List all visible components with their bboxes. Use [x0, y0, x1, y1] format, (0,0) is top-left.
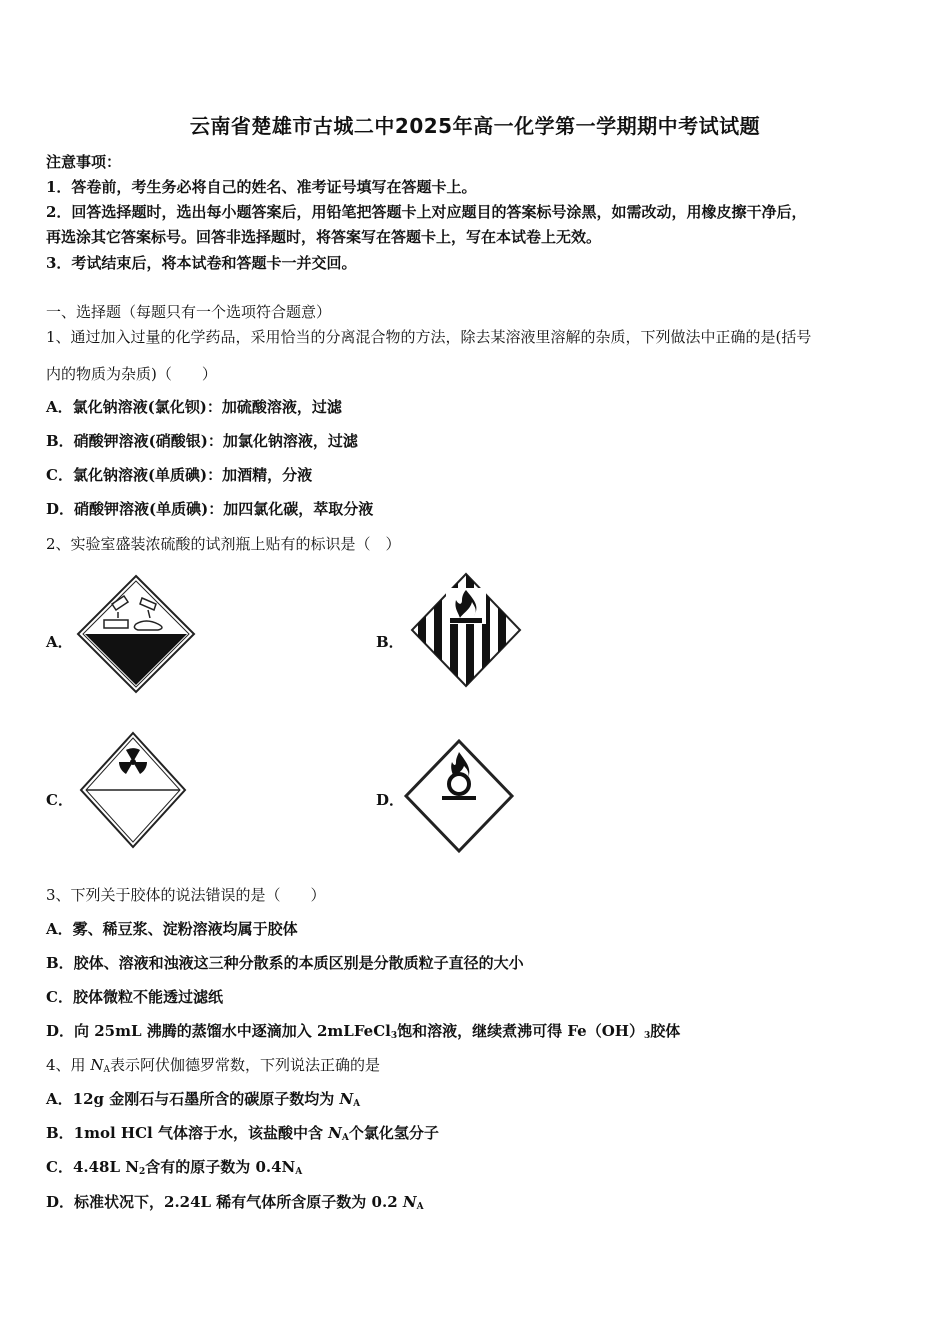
q4-stem: [46, 1055, 380, 1080]
q3-stem: 3、下列关于胶体的说法错误的是（ ）: [46, 886, 326, 904]
q1-option-c: C．氯化钠溶液(单质碘)：加酒精，分液: [46, 466, 313, 484]
q3-option-b: B．胶体、溶液和浊液这三种分散系的本质区别是分散质粒子直径的大小: [46, 954, 524, 972]
corrosive-icon: [76, 574, 196, 694]
q1-stem-cont: 内的物质为杂质)（ ）: [46, 365, 217, 383]
q2-label-c: C．: [46, 791, 73, 809]
page-title: 云南省楚雄市古城二中2025年高一化学第一学期期中考试试题: [189, 114, 761, 138]
q3-option-d-suffix: 胶体: [650, 1022, 681, 1040]
q4-stem-prefix: 4、用: [46, 1056, 91, 1074]
q1-option-b: B．硝酸钾溶液(硝酸银)：加氯化钠溶液，过滤: [46, 432, 358, 450]
q3-option-a: A．雾、稀豆浆、淀粉溶液均属于胶体: [46, 920, 298, 938]
q4-option-d: [46, 1192, 424, 1217]
notice-item: 3．考试结束后，将本试卷和答题卡一并交回。: [46, 254, 357, 272]
subscript: A: [295, 1167, 303, 1177]
subscript: 3: [390, 1031, 398, 1041]
q4-option-d-text: D．标准状况下，2.24L 稀有气体所含原子数为 0.2: [46, 1193, 403, 1211]
q4-option-b-suffix: 个氯化氢分子: [348, 1124, 439, 1142]
flammable-solid-icon: [408, 570, 524, 690]
subscript: A: [416, 1202, 424, 1212]
q3-option-d-middle: 饱和溶液，继续煮沸可得 Fe（OH）: [397, 1022, 644, 1040]
subscript: A: [341, 1133, 349, 1143]
q3-option-c: C．胶体微粒不能透过滤纸: [46, 988, 223, 1006]
q1-stem: 1、通过加入过量的化学药品，采用恰当的分离混合物的方法，除去某溶液里溶解的杂质，下列做法中正确的是(括号: [46, 328, 812, 346]
subscript: A: [353, 1099, 361, 1109]
subscript: 3: [643, 1031, 651, 1041]
q4-option-a-text: A．12g 金刚石与石墨所含的碳原子数均为: [46, 1090, 340, 1108]
section-title: 一、选择题（每题只有一个选项符合题意）: [46, 303, 332, 321]
q4-option-c: [46, 1157, 302, 1182]
avogadro-symbol: N: [402, 1193, 417, 1211]
q2-label-a: A．: [46, 633, 73, 651]
subscript: A: [103, 1065, 110, 1075]
q1-option-d: D．硝酸钾溶液(单质碘)：加四氯化碳，萃取分液: [46, 500, 374, 518]
q4-option-b-prefix: B．1mol HCl 气体溶于水，该盐酸中含: [46, 1124, 329, 1142]
q2-label-d: D．: [376, 791, 405, 809]
notice-heading: 注意事项：: [46, 153, 122, 171]
avogadro-symbol: N: [328, 1124, 342, 1142]
q3-option-d: [46, 1021, 680, 1046]
q1-option-a: A．氯化钠溶液(氯化钡)：加硫酸溶液，过滤: [46, 398, 342, 416]
notice-item: 2．回答选择题时，选出每小题答案后，用铅笔把答题卡上对应题目的答案标号涂黑，如需改动，用橡皮擦干净后，: [46, 203, 807, 221]
q2-stem: 2、实验室盛装浓硫酸的试剂瓶上贴有的标识是（ ）: [46, 535, 401, 553]
radioactive-icon: [78, 730, 188, 850]
avogadro-symbol: N: [90, 1056, 104, 1074]
notice-item: 1．答卷前，考生务必将自己的姓名、准考证号填写在答题卡上。: [46, 178, 477, 196]
oxidizer-icon: [402, 738, 516, 854]
q4-option-c-prefix: C．4.48L N: [46, 1158, 139, 1176]
q4-option-b: [46, 1123, 439, 1148]
q3-option-d-prefix: D．向 25mL 沸腾的蒸馏水中逐滴加入 2mLFeCl: [46, 1022, 391, 1040]
subscript: 2: [138, 1167, 146, 1177]
q2-label-b: B．: [376, 633, 404, 651]
notice-item: 再选涂其它答案标号。回答非选择题时，将答案写在答题卡上，写在本试卷上无效。: [46, 228, 602, 246]
q4-option-c-suffix: 含有的原子数为 0.4N: [145, 1158, 296, 1176]
q4-stem-suffix: 表示阿伏伽德罗常数，下列说法正确的是: [109, 1056, 380, 1074]
q4-option-a: [46, 1089, 360, 1114]
avogadro-symbol: N: [339, 1090, 354, 1108]
